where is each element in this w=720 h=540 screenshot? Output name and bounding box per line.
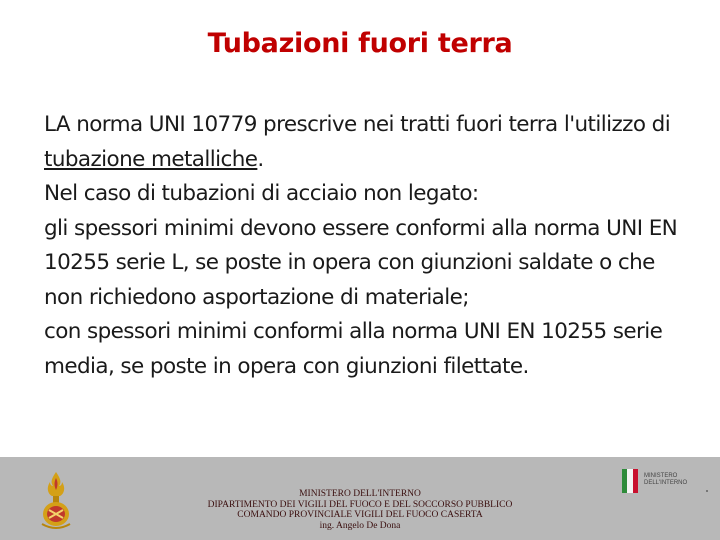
footer-credits: MINISTERO DELL'INTERNO DIPARTIMENTO DEI VIGILI DEL FUOCO E DEL SOCCORSO PUBBLICO COMANDO PROVINCIALE VIGILI DEL FUOCO CASERTA ing. Angelo De Dona: [207, 489, 513, 531]
ministero-logo-text: MINISTERO DELL'INTERNO: [644, 473, 688, 486]
paragraph-2: Nel caso di tubazioni di acciaio non legato:: [44, 181, 479, 206]
footer-bar: [0, 457, 720, 540]
paragraph-4: con spessori minimi conformi alla norma UNI EN 10255 serie media, se poste in opera con giunzioni filettate.: [44, 319, 663, 379]
underlined-text: tubazione metalliche: [44, 146, 258, 172]
decorative-dot: [706, 490, 708, 492]
ministero-logo: [620, 465, 700, 525]
paragraph-3: gli spessori minimi devono essere conformi alla norma UNI EN 10255 serie L, se poste in opera con giunzioni saldate o che non richiedono asportazione di materiale;: [44, 215, 678, 310]
slide-body: [44, 108, 694, 384]
slide-title: Tubazioni fuori terra: [207, 28, 513, 59]
vigili-del-fuoco-emblem-icon: [36, 468, 76, 532]
italian-flag-icon: [622, 469, 638, 493]
paragraph-1: LA norma UNI 10779 prescrive nei tratti fuori terra l'utilizzo di tubazione metalliche.: [44, 112, 671, 172]
